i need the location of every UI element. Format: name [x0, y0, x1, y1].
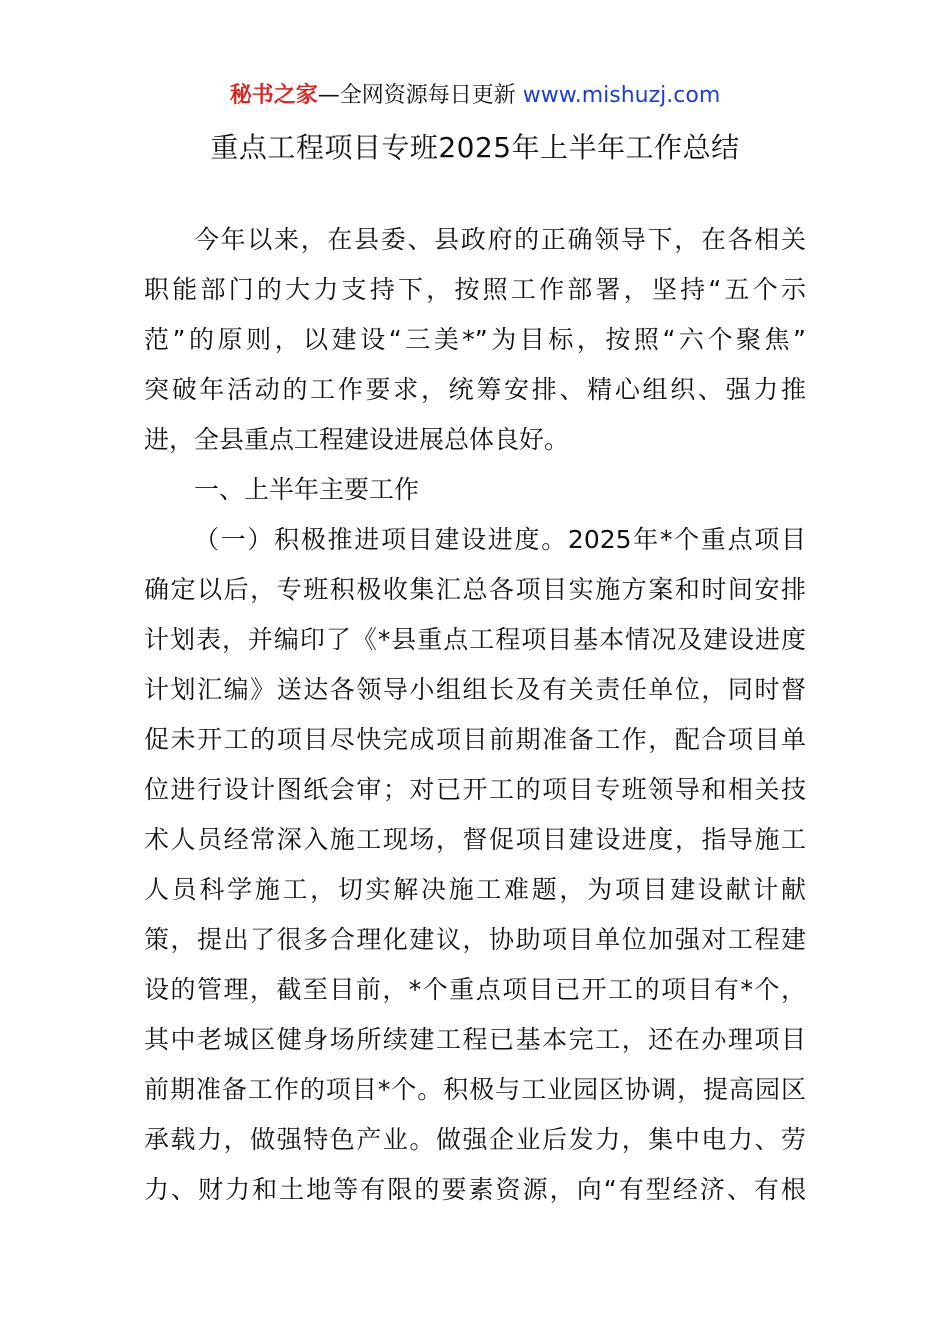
text-line: 前期准备工作的项目*个。积极与工业园区协调，提高园区 — [144, 1075, 806, 1104]
text-line: 确定以后，专班积极收集汇总各项目实施方案和时间安排 — [144, 575, 806, 604]
text-line: 今年以来，在县委、县政府的正确领导下，在各相关 — [194, 225, 806, 254]
site-header — [0, 80, 950, 112]
text-line: 设的管理，截至目前，*个重点项目已开工的项目有*个， — [144, 975, 806, 1004]
text-line: 术人员经常深入施工现场，督促项目建设进度，指导施工 — [144, 825, 806, 854]
site-url-link[interactable]: www.mishuzj.com — [522, 83, 721, 108]
text-line: 策，提出了很多合理化建议，协助项目单位加强对工程建 — [144, 925, 806, 954]
text-line: 人员科学施工，切实解决施工难题，为项目建设献计献 — [144, 875, 806, 904]
document-title: 重点工程项目专班2025年上半年工作总结 — [210, 131, 740, 164]
site-tagline: —全网资源每日更新 — [317, 83, 516, 108]
section-heading: 一、上半年主要工作 — [194, 475, 420, 504]
text-line: 其中老城区健身场所续建工程已基本完工，还在办理项目 — [144, 1025, 806, 1054]
text-line: 范”的原则，以建设“三美*”为目标，按照“六个聚焦” — [144, 325, 806, 354]
text-line: 承载力，做强特色产业。做强企业后发力，集中电力、劳 — [144, 1125, 806, 1154]
text-line: 职能部门的大力支持下，按照工作部署，坚持“五个示 — [144, 275, 806, 304]
text-line: 计划汇编》送达各领导小组组长及有关责任单位，同时督 — [144, 675, 806, 704]
site-brand: 秘书之家 — [229, 83, 318, 108]
text-line: 进，全县重点工程建设进展总体良好。 — [144, 425, 570, 454]
text-line: 突破年活动的工作要求，统筹安排、精心组织、强力推 — [144, 375, 806, 404]
text-line: 促未开工的项目尽快完成项目前期准备工作，配合项目单 — [144, 725, 806, 754]
text-line: 位进行设计图纸会审；对已开工的项目专班领导和相关技 — [144, 775, 806, 804]
text-line: （一）积极推进项目建设进度。2025年*个重点项目 — [194, 525, 806, 554]
text-line: 力、财力和土地等有限的要素资源，向“有型经济、有根 — [144, 1175, 806, 1204]
text-line: 计划表，并编印了《*县重点工程项目基本情况及建设进度 — [144, 625, 806, 654]
